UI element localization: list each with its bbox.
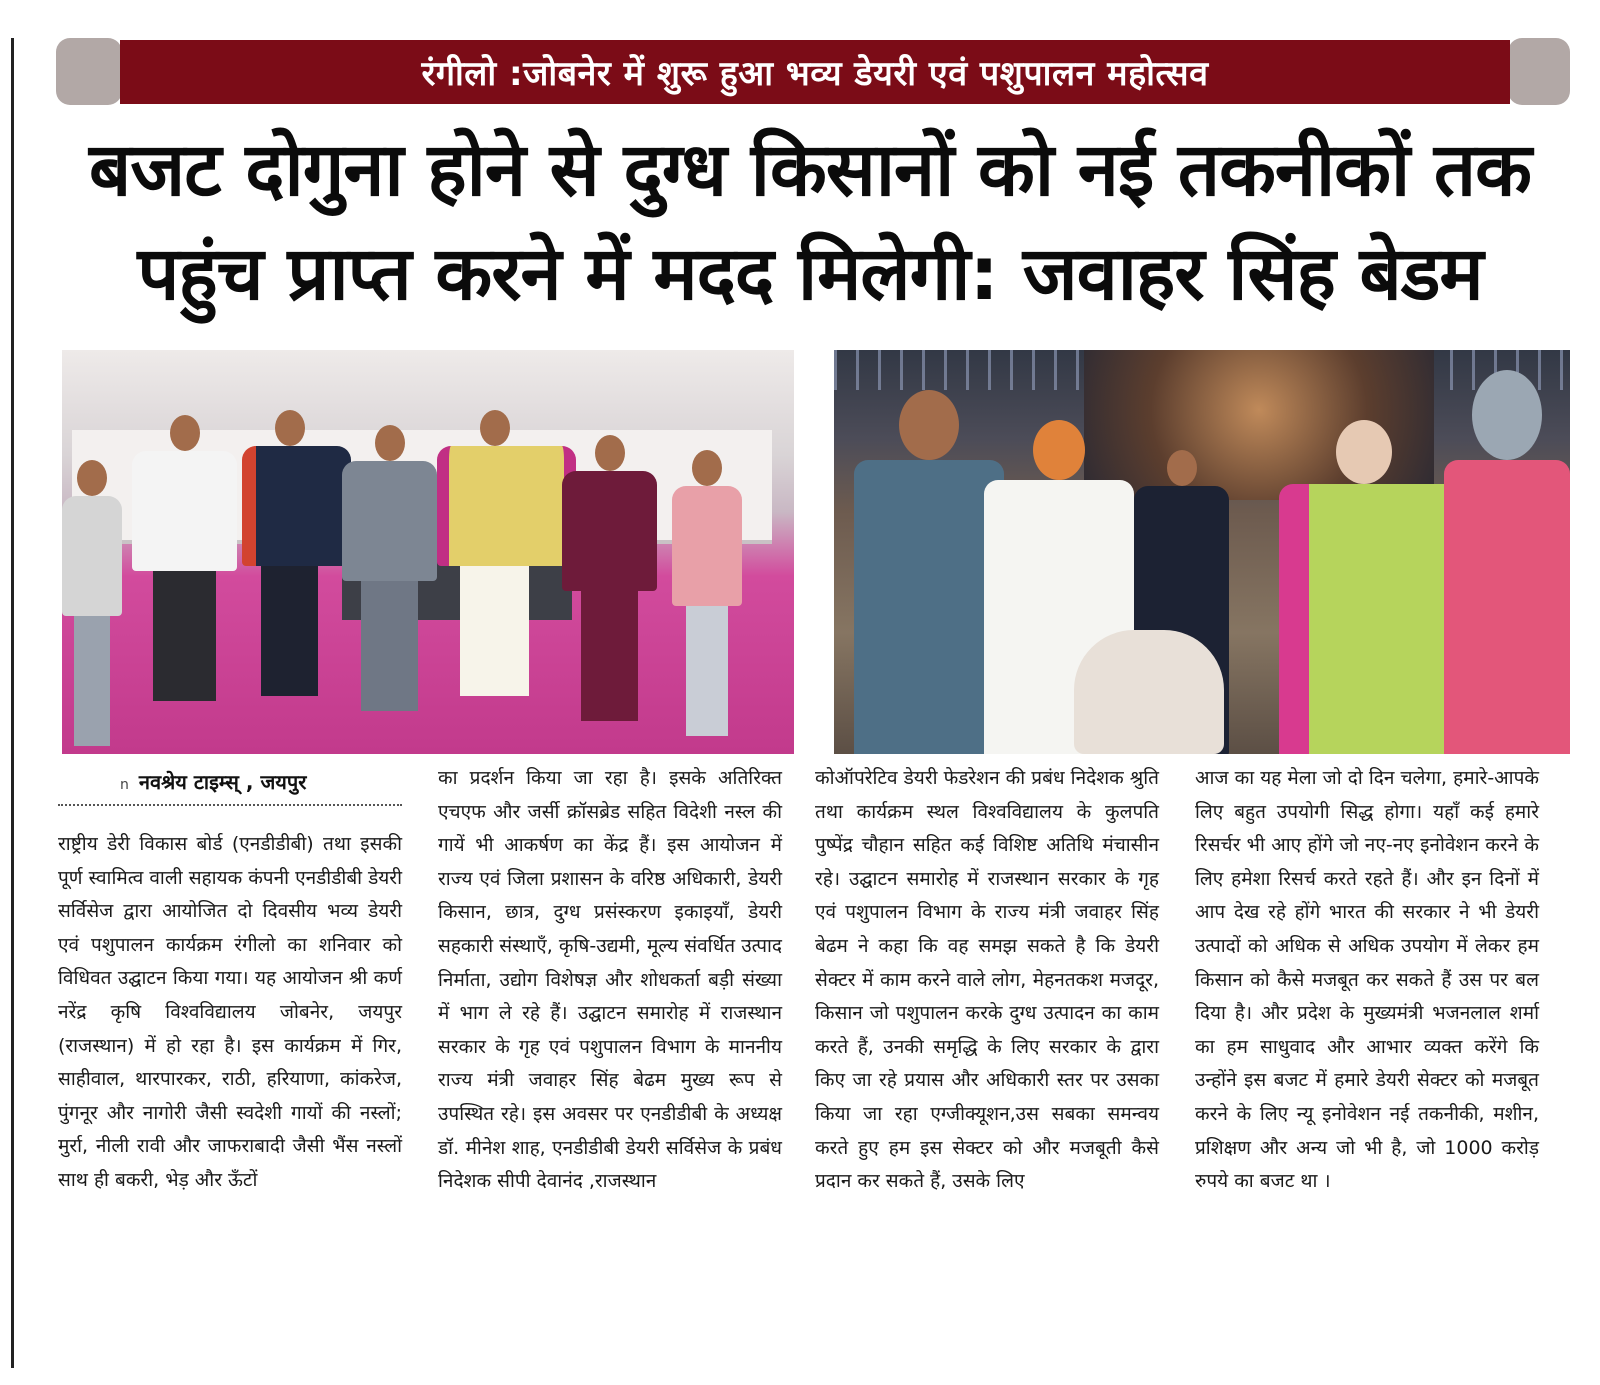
photo-person [1444,370,1570,754]
cropped-text-strip [0,0,1600,12]
photo-person [854,390,1004,754]
article-column-4: आज का यह मेला जो दो दिन चलेगा, हमारे-आपके लिए बहुत उपयोगी सिद्ध होगा। यहाँ कई हमारे रिसर्चर भी आए होंगे जो नए-नए इनोवेशन करने के लिए हमेशा रिसर्च करते रहते हैं। और इन दिनों में आप देख रहे होंगे भारत की सरकार ने भी डेयरी उत्पादों को अधिक से अधिक उपयोग में लेकर हम किसान को कैसे मजबूत कर सकते हैं उस पर बल दिया है। और प्रदेश के मुख्यमंत्री भजनलाल शर्मा का हम साधुवाद और आभार व्यक्त करेंगे कि उन्होंने इस बजट में हमारे डेयरी सेक्टर को मजबूत करने के लिए न्यू इनोवेशन नई तकनीकी, मशीन, प्रशिक्षण और अन्य जो भी है, जो 1000 करोड़ रुपये का बजट था । [1195,767,1539,1193]
byline-dotted-rule [58,804,402,806]
kicker-banner: रंगीलो :जोबनेर में शुरू हुआ भव्य डेयरी एवं पशुपालन महोत्सव [120,40,1510,104]
headline: बजट दोगुना होने से दुग्ध किसानों को नई तकनीकों तक पहुंच प्राप्त करने में मदद मिलेगी: जवाहर सिंह बेडम [89,127,1531,317]
photo-person [672,450,742,680]
byline-bullet: n [120,777,129,793]
photo-person [132,415,237,705]
photo-person [342,425,437,705]
photo-person [1279,420,1449,754]
article-column-2: का प्रदर्शन किया जा रहा है। इसके अतिरिक्त एचएफ और जर्सी क्रॉसब्रेड सहित विदेशी नस्ल की गायें भी आकर्षण का केंद्र हैं। इस आयोजन में राज्य एवं जिला प्रशासन के वरिष्ठ अधिकारी, डेयरी किसान, छात्र, दुग्ध प्रसंस्करण इकाइयाँ, डेयरी सहकारी संस्थाएँ, कृषि-उद्यमी, मूल्य संवर्धित उत्पाद निर्माता, उद्योग विशेषज्ञ और शोधकर्ता बड़ी संख्या में भाग ले रहे हैं। उद्घाटन समारोह में राजस्थान सरकार के गृह एवं पशुपालन विभाग के माननीय राज्य मंत्री जवाहर सिंह बेढम मुख्य रूप से उपस्थित रहे। इस अवसर पर एनडीडीबी के अध्यक्ष डॉ. मीनेश शाह, एनडीडीबी डेयरी सर्विसेज के प्रबंध निदेशक सीपी देवानंद ,राजस्थान [438,767,782,1193]
photo-person [562,435,657,715]
article-column-3: कोऑपरेटिव डेयरी फेडरेशन की प्रबंध निदेशक श्रुति तथा कार्यक्रम स्थल विश्वविद्यालय के कुलपति पुष्पेंद्र चौहान सहित कई विशिष्ट अतिथि मंचासीन रहे। उद्घाटन समारोह में राजस्थान सरकार के गृह एवं पशुपालन विभाग के राज्य मंत्री जवाहर सिंह बेढम ने कहा कि वह समझ सकते है कि डेयरी सेक्टर में काम करने वाले लोग, मेहनतकश मजदूर, किसान जो पशुपालन करके दुग्ध उत्पादन का काम करते हैं, उनकी समृद्धि के लिए सरकार के द्वारा किए जा रहे प्रयास और अधिकारी स्तर पर उसका किया जा रहा एग्जीक्यूशन,उस सबका समन्वय करते हुए हम इस सेक्टर को और मजबूती कैसे प्रदान कर सकते हैं, उसके लिए [815,767,1159,1193]
event-photo-calf-worship [834,350,1570,754]
column-divider-rule [11,38,14,1368]
photo-person [437,410,552,710]
photo-person [62,460,122,680]
kicker-cap-left [56,38,122,105]
article-column-1: राष्ट्रीय डेरी विकास बोर्ड (एनडीडीबी) तथा इसकी पूर्ण स्वामित्व वाली सहायक कंपनी एनडीडीबी डेयरी सर्विसेज द्वारा आयोजित दो दिवसीय भव्य डेयरी एवं पशुपालन कार्यक्रम रंगीलो का शनिवार को विधिवत उद्घाटन किया गया। यह आयोजन श्री कर्ण नरेंद्र कृषि विश्वविद्यालय जोबनेर, जयपुर (राजस्थान) में हो रहा है। इस कार्यक्रम में गिर, साहीवाल, थारपारकर, राठी, हरियाणा, कांकरेज, पुंगनूर और नागोरी जैसी स्वदेशी गायों की नस्लों; मुर्रा, नीली रावी और जाफराबादी जैसी भैंस नस्लों साथ ही बकरी, भेड़ और ऊँटों [58,833,403,1191]
kicker-cap-right [1508,38,1570,105]
event-photo-group [62,350,794,754]
photo-calf [1074,630,1224,754]
byline [120,768,306,795]
photo-person [242,410,337,700]
byline-text: नवश्रेय टाइम्स् , जयपुर [138,770,307,794]
